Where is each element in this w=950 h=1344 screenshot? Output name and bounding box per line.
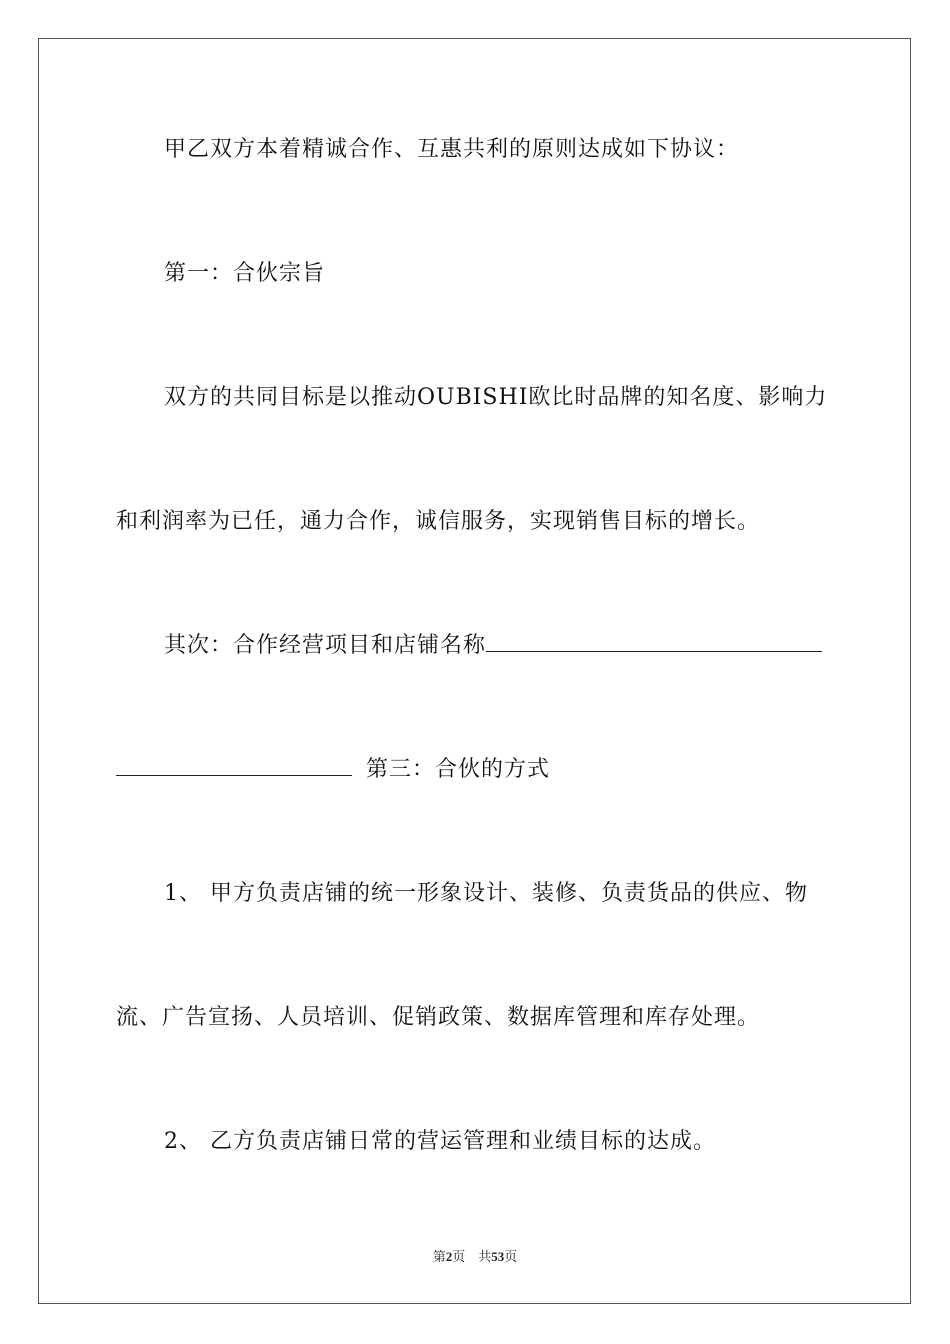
clause-2: 2、 乙方负责店铺日常的营运管理和业绩目标的达成。 [164, 1129, 716, 1154]
clause-1-line1: 1、 甲方负责店铺的统一形象设计、装修、负责货品的供应、物 [164, 881, 808, 906]
paragraph-intro: 甲乙双方本着精诚合作、互惠共利的原则达成如下协议： [164, 137, 740, 162]
store-name-blank [486, 631, 822, 652]
page-border [38, 38, 911, 1304]
clause-1-line2: 流、广告宣扬、人员培训、促销政策、数据库管理和库存处理。 [116, 1005, 761, 1030]
footer-total-pages: 53 [491, 1249, 505, 1264]
footer-page-suffix: 页 [452, 1249, 466, 1264]
paragraph-goal-line2: 和利润率为已任，通力合作，诚信服务，实现销售目标的增长。 [116, 509, 761, 534]
section-heading-1: 第一：合伙宗旨 [164, 261, 326, 286]
footer-total-prefix: 共 [478, 1249, 492, 1264]
footer-total-suffix: 页 [504, 1249, 518, 1264]
section-heading-3: 第三：合伙的方式 [366, 757, 551, 782]
footer-page-prefix: 第 [432, 1249, 446, 1264]
section-heading-2 [116, 631, 836, 661]
paragraph-goal-line1: 双方的共同目标是以推动OUBISHI欧比时品牌的知名度、影响力 [164, 385, 828, 410]
section-heading-2-text: 其次：合作经营项目和店铺名称 [164, 633, 487, 658]
store-name-blank-continued [116, 755, 352, 776]
footer-page-number: 2 [445, 1249, 453, 1264]
page-footer [0, 1246, 950, 1265]
section-heading-3-row [116, 755, 836, 785]
